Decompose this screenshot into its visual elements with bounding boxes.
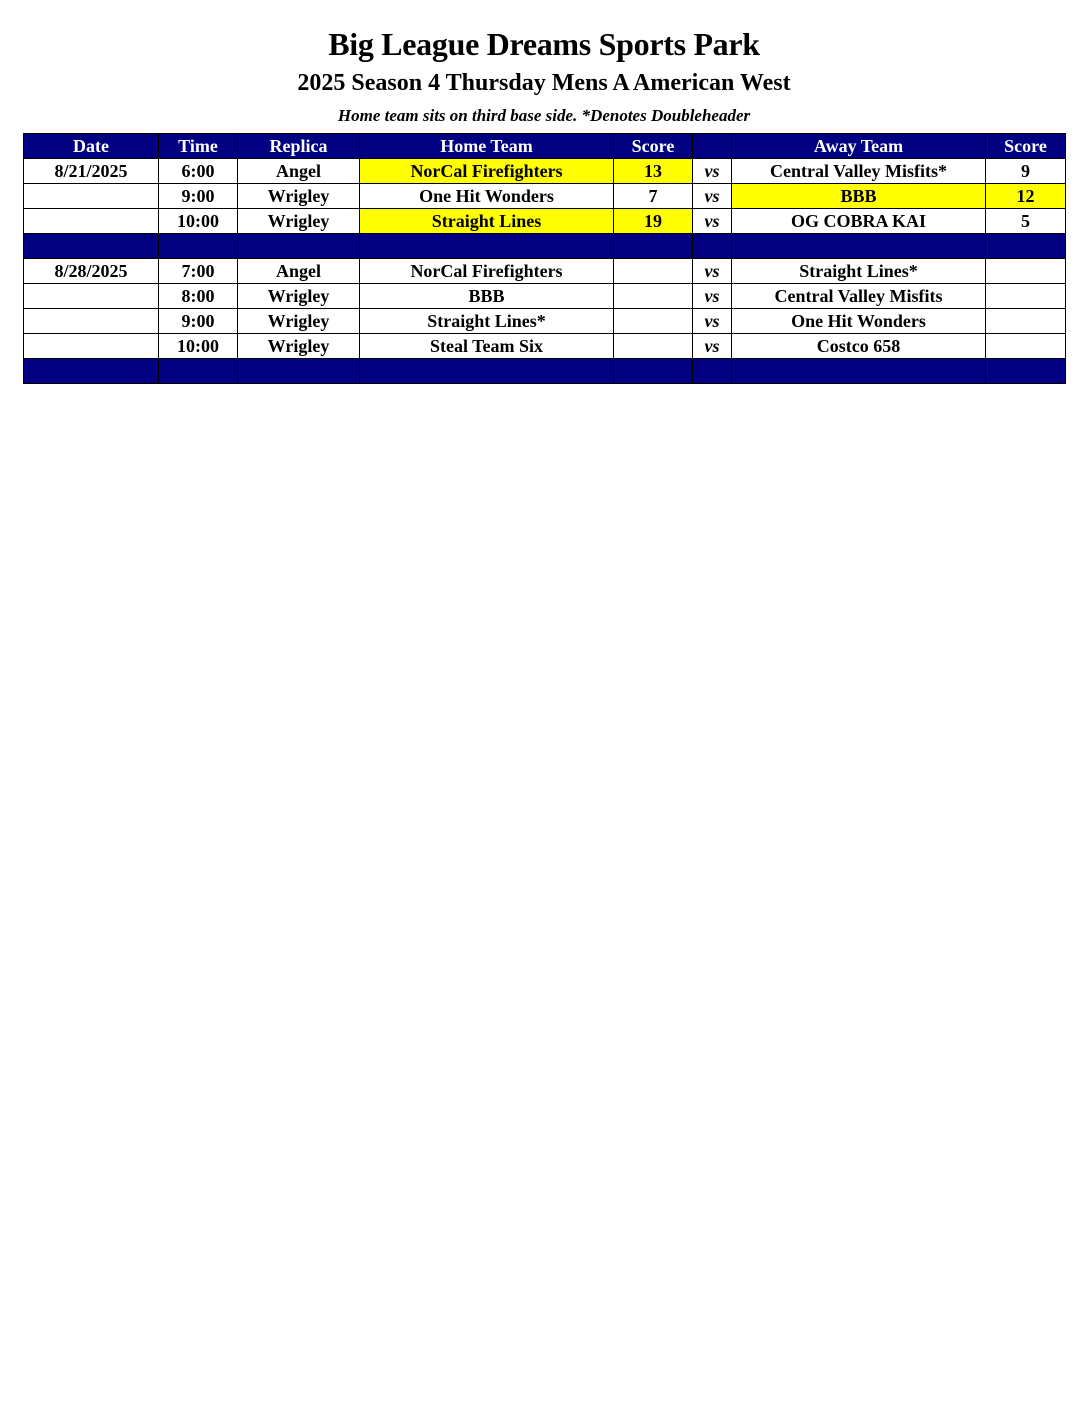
game-date: 8/21/2025 [24,159,159,184]
home-team: Steal Team Six [360,334,614,359]
away-score: 5 [986,209,1066,234]
separator-cell [238,234,360,259]
separator-cell [614,359,693,384]
table-row [24,209,1066,234]
away-team: BBB [732,184,986,209]
away-score: 9 [986,159,1066,184]
schedule-body [24,159,1066,384]
separator-cell [693,359,732,384]
game-replica: Wrigley [238,284,360,309]
home-score: 19 [614,209,693,234]
vs-label: vs [693,334,732,359]
away-score: 12 [986,184,1066,209]
away-score [986,259,1066,284]
vs-label: vs [693,259,732,284]
home-team: Straight Lines [360,209,614,234]
game-date [24,309,159,334]
column-header-away-team: Away Team [732,134,986,159]
column-header-home-team: Home Team [360,134,614,159]
separator-cell [986,234,1066,259]
vs-label: vs [693,309,732,334]
separator-cell [693,234,732,259]
game-replica: Wrigley [238,309,360,334]
separator-cell [732,234,986,259]
home-score: 7 [614,184,693,209]
home-score [614,334,693,359]
schedule-note: Home team sits on third base side. *Denotes Doubleheader [337,106,751,125]
game-date [24,334,159,359]
away-score [986,309,1066,334]
game-date [24,284,159,309]
game-time: 7:00 [159,259,238,284]
game-date: 8/28/2025 [24,259,159,284]
column-header-date: Date [24,134,159,159]
column-header-home-score: Score [614,134,693,159]
table-row [24,184,1066,209]
home-team: BBB [360,284,614,309]
game-replica: Wrigley [238,334,360,359]
away-team: Central Valley Misfits* [732,159,986,184]
separator-cell [24,359,159,384]
away-score [986,284,1066,309]
separator-cell [986,359,1066,384]
table-row [24,159,1066,184]
home-team: One Hit Wonders [360,184,614,209]
separator-cell [732,359,986,384]
away-team: Costco 658 [732,334,986,359]
separator-cell [159,359,238,384]
home-team: NorCal Firefighters [360,259,614,284]
column-header-away-score: Score [986,134,1066,159]
away-team: Straight Lines* [732,259,986,284]
vs-label: vs [693,159,732,184]
game-replica: Angel [238,159,360,184]
separator-cell [360,234,614,259]
table-row [24,259,1066,284]
game-replica: Wrigley [238,209,360,234]
separator-cell [614,234,693,259]
page-title: Big League Dreams Sports Park [328,26,760,62]
vs-label: vs [693,284,732,309]
column-header-replica: Replica [238,134,360,159]
table-row [24,284,1066,309]
away-team: OG COBRA KAI [732,209,986,234]
home-team: NorCal Firefighters [360,159,614,184]
column-header-time: Time [159,134,238,159]
page-subtitle: 2025 Season 4 Thursday Mens A American West [297,70,791,96]
column-header-vs [693,134,732,159]
schedule-table [23,133,1066,384]
game-replica: Angel [238,259,360,284]
separator-cell [159,234,238,259]
away-team: One Hit Wonders [732,309,986,334]
game-time: 10:00 [159,334,238,359]
home-team: Straight Lines* [360,309,614,334]
vs-label: vs [693,209,732,234]
week-separator-row [24,359,1066,384]
separator-cell [360,359,614,384]
away-team: Central Valley Misfits [732,284,986,309]
table-row [24,309,1066,334]
away-score [986,334,1066,359]
week-separator-row [24,234,1066,259]
game-date [24,209,159,234]
separator-cell [238,359,360,384]
game-time: 10:00 [159,209,238,234]
table-header-row [24,134,1066,159]
game-time: 8:00 [159,284,238,309]
game-time: 9:00 [159,309,238,334]
home-score [614,284,693,309]
home-score: 13 [614,159,693,184]
home-score [614,309,693,334]
separator-cell [24,234,159,259]
game-time: 9:00 [159,184,238,209]
game-date [24,184,159,209]
home-score [614,259,693,284]
game-replica: Wrigley [238,184,360,209]
table-row [24,334,1066,359]
game-time: 6:00 [159,159,238,184]
vs-label: vs [693,184,732,209]
